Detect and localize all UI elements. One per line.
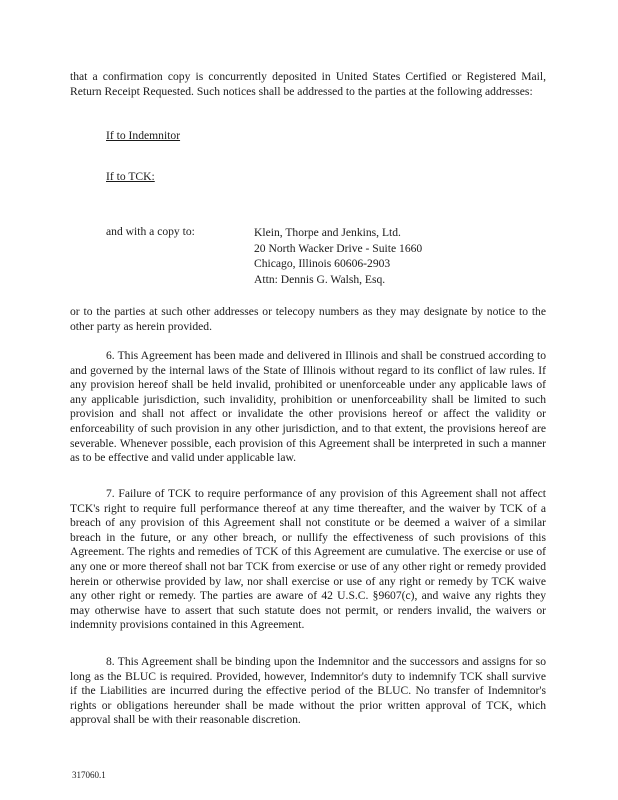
section-7-paragraph: 7. Failure of TCK to require performance of any provision of this Agreement shall not affect TCK's right to require full performance thereof at any time thereafter, and the waiver by TCK of a breach of any provision of this Agreement shall not constitute or be deemed a waiver of a similar breach in the future, or any other breach, or nullify the effectiveness of such provisions of this Agreement. The rights and remedies of TCK of this Agreement are cumulative. The exercise or use of any one or more thereof shall not bar TCK from exercise or use of any other right or remedy provided herein or otherwise provided by law, nor shall exercise or use of any right or remedy by TCK waive any other right or remedy. The parties are aware of 42 U.S.C. §9607(c), and waive any rights they may otherwise have to assert that such statute does not permit, or renders invalid, the waivers or indemnity provisions contained in this Agreement.	[70, 487, 546, 632]
indemnitor-address-label: If to Indemnitor	[106, 129, 181, 142]
address-line: Chicago, Illinois 60606-2903	[254, 257, 391, 270]
address-line: 20 North Wacker Drive - Suite 1660	[254, 241, 423, 255]
address-line: Klein, Thorpe and Jenkins, Ltd.	[254, 226, 401, 239]
tck-address-label: If to TCK:	[106, 170, 155, 183]
section-6-paragraph: 6. This Agreement has been made and delivered in Illinois and shall be construed according to and governed by the internal laws of the State of Illinois without regard to its conflict of law rules. If any provision hereof shall be held invalid, prohibited or unenforceable under any applicable laws of any applicable jurisdiction, such invalidity, prohibition or unenforceability shall be limited to such provision and shall not affect or invalidate the other provisions hereof or affect the validity or enforceability of such provision in any other jurisdiction, and to that extent, the provisions hereof are severable. Whenever possible, each provision of this Agreement shall be interpreted in such a manner as to be effective and valid under applicable law.	[70, 349, 546, 465]
address-line: Attn: Dennis G. Walsh, Esq.	[254, 272, 386, 286]
notice-continuation: that a confirmation copy is concurrently deposited in United States Certified or Registered Mail, Return Receipt Requested. Such notices shall be addressed to the parties at the following addresses:	[70, 70, 546, 98]
other-addresses-paragraph: or to the parties at such other addresses or telecopy numbers as they may designate by notice to the other party as herein provided.	[70, 305, 546, 333]
section-8-paragraph: 8. This Agreement shall be binding upon the Indemnitor and the successors and assigns for so long as the BLUC is required. Provided, however, Indemnitor's duty to indemnify TCK shall survive if the Liabilities are incurred during the effective period of the BLUC. No transfer of Indemnitor's rights or obligations hereunder shall be made without the prior written approval of TCK, which approval shall be with their reasonable discretion.	[70, 655, 546, 727]
copy-to-label: and with a copy to:	[106, 225, 195, 238]
copy-address	[254, 225, 422, 287]
document-footer-id: 317060.1	[72, 770, 106, 780]
